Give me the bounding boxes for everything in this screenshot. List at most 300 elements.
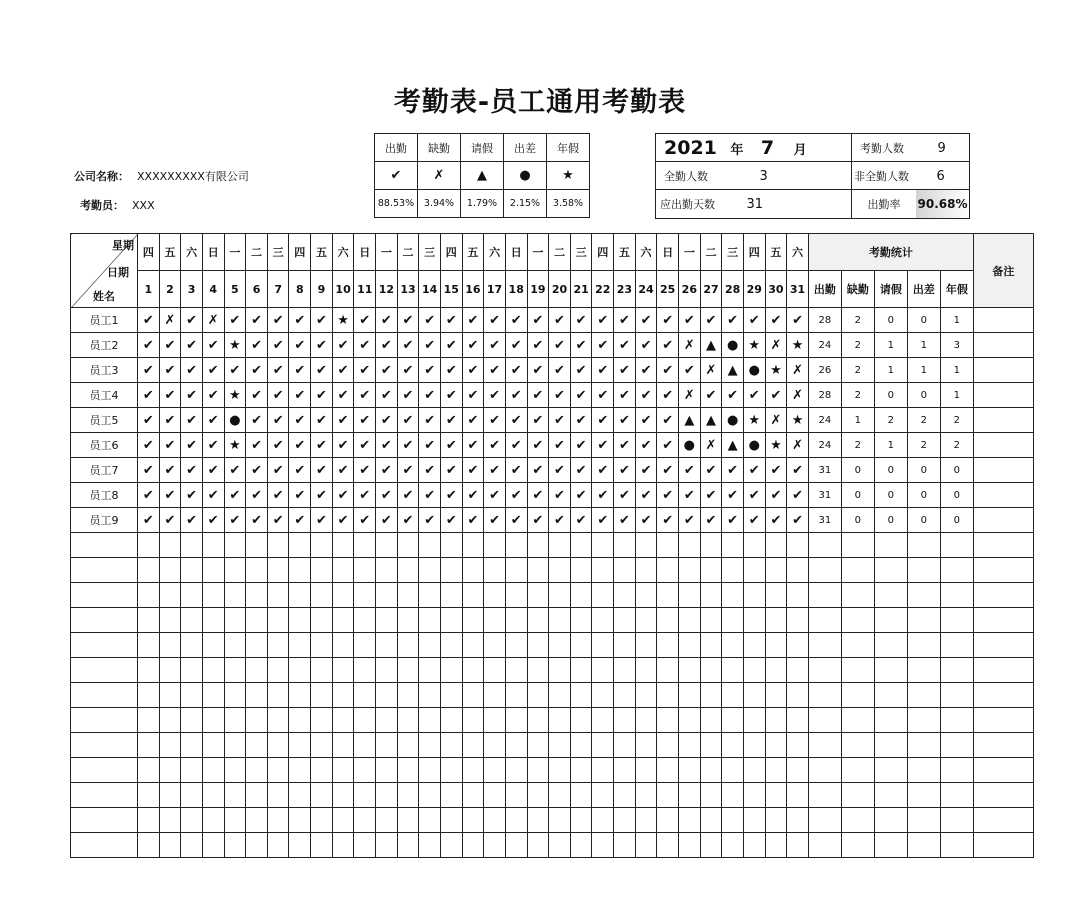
empty-cell[interactable] xyxy=(973,558,1033,583)
empty-cell[interactable] xyxy=(289,633,311,658)
empty-cell[interactable] xyxy=(397,808,419,833)
empty-cell[interactable] xyxy=(635,658,657,683)
cross-icon[interactable]: ✗ xyxy=(700,358,722,383)
empty-cell[interactable] xyxy=(808,708,841,733)
star-icon[interactable]: ★ xyxy=(787,408,809,433)
empty-cell[interactable] xyxy=(159,833,181,858)
empty-cell[interactable] xyxy=(973,633,1033,658)
check-icon[interactable]: ✔ xyxy=(311,433,333,458)
empty-cell[interactable] xyxy=(505,733,527,758)
empty-cell[interactable] xyxy=(722,783,744,808)
empty-cell[interactable] xyxy=(592,533,614,558)
star-icon[interactable]: ★ xyxy=(765,358,787,383)
empty-cell[interactable] xyxy=(614,558,636,583)
empty-cell[interactable] xyxy=(700,783,722,808)
empty-cell[interactable] xyxy=(246,633,268,658)
empty-cell[interactable] xyxy=(722,633,744,658)
empty-cell[interactable] xyxy=(743,783,765,808)
empty-cell[interactable] xyxy=(267,658,289,683)
check-icon[interactable]: ✔ xyxy=(462,383,484,408)
check-icon[interactable]: ✔ xyxy=(614,308,636,333)
empty-cell[interactable] xyxy=(549,783,571,808)
triangle-icon[interactable]: ▲ xyxy=(722,358,744,383)
empty-cell[interactable] xyxy=(289,658,311,683)
empty-cell[interactable] xyxy=(397,583,419,608)
check-icon[interactable]: ✔ xyxy=(635,333,657,358)
empty-cell[interactable] xyxy=(159,583,181,608)
empty-cell[interactable] xyxy=(440,558,462,583)
empty-cell[interactable] xyxy=(614,783,636,808)
empty-cell[interactable] xyxy=(679,633,701,658)
check-icon[interactable]: ✔ xyxy=(397,458,419,483)
check-icon[interactable]: ✔ xyxy=(267,508,289,533)
empty-cell[interactable] xyxy=(940,833,973,858)
empty-cell[interactable] xyxy=(570,683,592,708)
check-icon[interactable]: ✔ xyxy=(202,408,224,433)
empty-cell[interactable] xyxy=(808,758,841,783)
empty-cell[interactable] xyxy=(505,658,527,683)
empty-cell[interactable] xyxy=(224,608,246,633)
empty-cell[interactable] xyxy=(71,808,138,833)
remark-cell[interactable] xyxy=(973,333,1033,358)
empty-cell[interactable] xyxy=(159,808,181,833)
empty-cell[interactable] xyxy=(376,608,398,633)
empty-cell[interactable] xyxy=(700,833,722,858)
empty-cell[interactable] xyxy=(592,633,614,658)
empty-cell[interactable] xyxy=(570,633,592,658)
check-icon[interactable]: ✔ xyxy=(700,308,722,333)
check-icon[interactable]: ✔ xyxy=(202,483,224,508)
empty-cell[interactable] xyxy=(224,808,246,833)
empty-cell[interactable] xyxy=(462,533,484,558)
empty-cell[interactable] xyxy=(657,633,679,658)
check-icon[interactable]: ✔ xyxy=(397,308,419,333)
empty-cell[interactable] xyxy=(462,583,484,608)
empty-cell[interactable] xyxy=(592,758,614,783)
empty-cell[interactable] xyxy=(354,583,376,608)
empty-cell[interactable] xyxy=(246,783,268,808)
check-icon[interactable]: ✔ xyxy=(311,383,333,408)
check-icon[interactable]: ✔ xyxy=(267,358,289,383)
empty-cell[interactable] xyxy=(71,583,138,608)
check-icon[interactable]: ✔ xyxy=(354,408,376,433)
star-icon[interactable]: ★ xyxy=(224,383,246,408)
check-icon[interactable]: ✔ xyxy=(505,483,527,508)
empty-cell[interactable] xyxy=(657,683,679,708)
check-icon[interactable]: ✔ xyxy=(138,308,160,333)
empty-cell[interactable] xyxy=(376,833,398,858)
empty-cell[interactable] xyxy=(657,558,679,583)
empty-cell[interactable] xyxy=(973,658,1033,683)
check-icon[interactable]: ✔ xyxy=(376,333,398,358)
empty-cell[interactable] xyxy=(159,533,181,558)
empty-cell[interactable] xyxy=(722,608,744,633)
empty-cell[interactable] xyxy=(743,558,765,583)
check-icon[interactable]: ✔ xyxy=(138,433,160,458)
check-icon[interactable]: ✔ xyxy=(267,408,289,433)
empty-cell[interactable] xyxy=(159,633,181,658)
check-icon[interactable]: ✔ xyxy=(657,333,679,358)
star-icon[interactable]: ★ xyxy=(765,433,787,458)
empty-cell[interactable] xyxy=(635,758,657,783)
check-icon[interactable]: ✔ xyxy=(289,433,311,458)
empty-cell[interactable] xyxy=(505,583,527,608)
empty-cell[interactable] xyxy=(246,708,268,733)
empty-cell[interactable] xyxy=(679,558,701,583)
empty-cell[interactable] xyxy=(440,708,462,733)
empty-cell[interactable] xyxy=(462,708,484,733)
empty-cell[interactable] xyxy=(202,758,224,783)
empty-cell[interactable] xyxy=(527,783,549,808)
cross-icon[interactable]: ✗ xyxy=(765,408,787,433)
empty-cell[interactable] xyxy=(440,683,462,708)
check-icon[interactable]: ✔ xyxy=(527,508,549,533)
empty-cell[interactable] xyxy=(159,558,181,583)
empty-cell[interactable] xyxy=(679,783,701,808)
check-icon[interactable]: ✔ xyxy=(181,383,203,408)
company-value[interactable]: XXXXXXXXX有限公司 xyxy=(137,170,249,183)
empty-cell[interactable] xyxy=(765,733,787,758)
empty-cell[interactable] xyxy=(484,808,506,833)
empty-cell[interactable] xyxy=(722,658,744,683)
empty-cell[interactable] xyxy=(743,708,765,733)
check-icon[interactable]: ✔ xyxy=(181,308,203,333)
check-icon[interactable]: ✔ xyxy=(224,458,246,483)
check-icon[interactable]: ✔ xyxy=(570,358,592,383)
empty-cell[interactable] xyxy=(354,808,376,833)
check-icon[interactable]: ✔ xyxy=(743,458,765,483)
check-icon[interactable]: ✔ xyxy=(397,358,419,383)
check-icon[interactable]: ✔ xyxy=(570,433,592,458)
empty-cell[interactable] xyxy=(311,658,333,683)
empty-cell[interactable] xyxy=(332,808,354,833)
empty-cell[interactable] xyxy=(484,733,506,758)
empty-cell[interactable] xyxy=(679,833,701,858)
check-icon[interactable]: ✔ xyxy=(505,358,527,383)
empty-cell[interactable] xyxy=(440,533,462,558)
check-icon[interactable]: ✔ xyxy=(765,483,787,508)
check-icon[interactable]: ✔ xyxy=(354,508,376,533)
empty-cell[interactable] xyxy=(657,708,679,733)
empty-cell[interactable] xyxy=(289,533,311,558)
empty-cell[interactable] xyxy=(527,608,549,633)
empty-cell[interactable] xyxy=(940,708,973,733)
empty-cell[interactable] xyxy=(527,683,549,708)
remark-cell[interactable] xyxy=(973,308,1033,333)
employee-name[interactable]: 员工5 xyxy=(71,408,138,433)
empty-cell[interactable] xyxy=(354,708,376,733)
empty-cell[interactable] xyxy=(376,658,398,683)
triangle-icon[interactable]: ▲ xyxy=(700,333,722,358)
empty-cell[interactable] xyxy=(973,808,1033,833)
empty-cell[interactable] xyxy=(787,608,809,633)
empty-cell[interactable] xyxy=(973,833,1033,858)
empty-cell[interactable] xyxy=(311,708,333,733)
employee-name[interactable]: 员工8 xyxy=(71,483,138,508)
empty-cell[interactable] xyxy=(419,833,441,858)
check-icon[interactable]: ✔ xyxy=(462,408,484,433)
empty-cell[interactable] xyxy=(841,683,874,708)
empty-cell[interactable] xyxy=(462,733,484,758)
empty-cell[interactable] xyxy=(722,733,744,758)
cross-icon[interactable]: ✗ xyxy=(700,433,722,458)
empty-cell[interactable] xyxy=(267,783,289,808)
empty-cell[interactable] xyxy=(419,808,441,833)
empty-cell[interactable] xyxy=(246,833,268,858)
check-icon[interactable]: ✔ xyxy=(289,508,311,533)
check-icon[interactable]: ✔ xyxy=(311,508,333,533)
remark-cell[interactable] xyxy=(973,483,1033,508)
empty-cell[interactable] xyxy=(765,533,787,558)
empty-cell[interactable] xyxy=(246,683,268,708)
check-icon[interactable]: ✔ xyxy=(743,308,765,333)
check-icon[interactable]: ✔ xyxy=(354,483,376,508)
empty-cell[interactable] xyxy=(765,558,787,583)
empty-cell[interactable] xyxy=(354,833,376,858)
empty-cell[interactable] xyxy=(159,608,181,633)
empty-cell[interactable] xyxy=(267,683,289,708)
cross-icon[interactable]: ✗ xyxy=(679,383,701,408)
empty-cell[interactable] xyxy=(267,708,289,733)
empty-cell[interactable] xyxy=(841,633,874,658)
check-icon[interactable]: ✔ xyxy=(462,458,484,483)
check-icon[interactable]: ✔ xyxy=(181,508,203,533)
check-icon[interactable]: ✔ xyxy=(657,358,679,383)
empty-cell[interactable] xyxy=(570,758,592,783)
check-icon[interactable]: ✔ xyxy=(332,333,354,358)
check-icon[interactable]: ✔ xyxy=(614,333,636,358)
empty-cell[interactable] xyxy=(311,633,333,658)
empty-cell[interactable] xyxy=(700,808,722,833)
empty-cell[interactable] xyxy=(700,558,722,583)
empty-cell[interactable] xyxy=(874,633,907,658)
check-icon[interactable]: ✔ xyxy=(614,508,636,533)
empty-cell[interactable] xyxy=(743,583,765,608)
empty-cell[interactable] xyxy=(397,733,419,758)
empty-cell[interactable] xyxy=(765,708,787,733)
empty-cell[interactable] xyxy=(440,608,462,633)
check-icon[interactable]: ✔ xyxy=(679,483,701,508)
empty-cell[interactable] xyxy=(246,558,268,583)
empty-cell[interactable] xyxy=(841,783,874,808)
empty-cell[interactable] xyxy=(138,708,160,733)
check-icon[interactable]: ✔ xyxy=(246,458,268,483)
empty-cell[interactable] xyxy=(614,583,636,608)
check-icon[interactable]: ✔ xyxy=(635,433,657,458)
check-icon[interactable]: ✔ xyxy=(484,433,506,458)
check-icon[interactable]: ✔ xyxy=(202,508,224,533)
check-icon[interactable]: ✔ xyxy=(354,308,376,333)
empty-cell[interactable] xyxy=(940,758,973,783)
check-icon[interactable]: ✔ xyxy=(505,333,527,358)
empty-cell[interactable] xyxy=(419,608,441,633)
empty-cell[interactable] xyxy=(181,808,203,833)
check-icon[interactable]: ✔ xyxy=(289,333,311,358)
check-icon[interactable]: ✔ xyxy=(592,308,614,333)
cross-icon[interactable]: ✗ xyxy=(787,383,809,408)
empty-cell[interactable] xyxy=(700,683,722,708)
empty-cell[interactable] xyxy=(743,833,765,858)
check-icon[interactable]: ✔ xyxy=(311,333,333,358)
empty-cell[interactable] xyxy=(787,558,809,583)
cross-icon[interactable]: ✗ xyxy=(159,308,181,333)
check-icon[interactable]: ✔ xyxy=(289,383,311,408)
empty-cell[interactable] xyxy=(787,708,809,733)
empty-cell[interactable] xyxy=(71,683,138,708)
check-icon[interactable]: ✔ xyxy=(138,383,160,408)
empty-cell[interactable] xyxy=(570,533,592,558)
check-icon[interactable]: ✔ xyxy=(657,458,679,483)
remark-cell[interactable] xyxy=(973,458,1033,483)
empty-cell[interactable] xyxy=(549,633,571,658)
empty-cell[interactable] xyxy=(808,583,841,608)
empty-cell[interactable] xyxy=(549,683,571,708)
empty-cell[interactable] xyxy=(181,733,203,758)
empty-cell[interactable] xyxy=(635,733,657,758)
empty-cell[interactable] xyxy=(159,783,181,808)
empty-cell[interactable] xyxy=(549,708,571,733)
check-icon[interactable]: ✔ xyxy=(484,333,506,358)
empty-cell[interactable] xyxy=(973,783,1033,808)
empty-cell[interactable] xyxy=(973,608,1033,633)
check-icon[interactable]: ✔ xyxy=(527,458,549,483)
check-icon[interactable]: ✔ xyxy=(635,458,657,483)
empty-cell[interactable] xyxy=(181,683,203,708)
check-icon[interactable]: ✔ xyxy=(505,408,527,433)
empty-cell[interactable] xyxy=(267,808,289,833)
empty-cell[interactable] xyxy=(289,583,311,608)
empty-cell[interactable] xyxy=(202,633,224,658)
empty-cell[interactable] xyxy=(397,683,419,708)
empty-cell[interactable] xyxy=(549,533,571,558)
empty-cell[interactable] xyxy=(570,808,592,833)
triangle-icon[interactable]: ▲ xyxy=(722,433,744,458)
empty-cell[interactable] xyxy=(376,533,398,558)
empty-cell[interactable] xyxy=(224,683,246,708)
empty-cell[interactable] xyxy=(657,783,679,808)
empty-cell[interactable] xyxy=(940,558,973,583)
check-icon[interactable]: ✔ xyxy=(159,333,181,358)
check-icon[interactable]: ✔ xyxy=(138,458,160,483)
empty-cell[interactable] xyxy=(484,658,506,683)
empty-cell[interactable] xyxy=(874,783,907,808)
employee-name[interactable]: 员工7 xyxy=(71,458,138,483)
empty-cell[interactable] xyxy=(592,708,614,733)
empty-cell[interactable] xyxy=(138,683,160,708)
empty-cell[interactable] xyxy=(787,633,809,658)
empty-cell[interactable] xyxy=(527,658,549,683)
check-icon[interactable]: ✔ xyxy=(765,508,787,533)
empty-cell[interactable] xyxy=(679,533,701,558)
empty-cell[interactable] xyxy=(462,833,484,858)
star-icon[interactable]: ★ xyxy=(787,333,809,358)
check-icon[interactable]: ✔ xyxy=(311,483,333,508)
check-icon[interactable]: ✔ xyxy=(635,408,657,433)
empty-cell[interactable] xyxy=(505,608,527,633)
empty-cell[interactable] xyxy=(874,758,907,783)
empty-cell[interactable] xyxy=(940,583,973,608)
check-icon[interactable]: ✔ xyxy=(289,408,311,433)
empty-cell[interactable] xyxy=(419,783,441,808)
check-icon[interactable]: ✔ xyxy=(159,508,181,533)
empty-cell[interactable] xyxy=(354,658,376,683)
empty-cell[interactable] xyxy=(484,833,506,858)
empty-cell[interactable] xyxy=(527,633,549,658)
empty-cell[interactable] xyxy=(397,783,419,808)
check-icon[interactable]: ✔ xyxy=(246,358,268,383)
empty-cell[interactable] xyxy=(202,783,224,808)
empty-cell[interactable] xyxy=(311,733,333,758)
check-icon[interactable]: ✔ xyxy=(419,358,441,383)
check-icon[interactable]: ✔ xyxy=(462,483,484,508)
empty-cell[interactable] xyxy=(397,533,419,558)
check-icon[interactable]: ✔ xyxy=(657,483,679,508)
check-icon[interactable]: ✔ xyxy=(159,458,181,483)
empty-cell[interactable] xyxy=(397,558,419,583)
remark-cell[interactable] xyxy=(973,433,1033,458)
empty-cell[interactable] xyxy=(808,783,841,808)
empty-cell[interactable] xyxy=(202,708,224,733)
empty-cell[interactable] xyxy=(907,833,940,858)
check-icon[interactable]: ✔ xyxy=(787,483,809,508)
empty-cell[interactable] xyxy=(841,583,874,608)
check-icon[interactable]: ✔ xyxy=(527,358,549,383)
check-icon[interactable]: ✔ xyxy=(505,383,527,408)
empty-cell[interactable] xyxy=(549,758,571,783)
empty-cell[interactable] xyxy=(462,608,484,633)
check-icon[interactable]: ✔ xyxy=(722,458,744,483)
check-icon[interactable]: ✔ xyxy=(138,408,160,433)
check-icon[interactable]: ✔ xyxy=(419,308,441,333)
empty-cell[interactable] xyxy=(841,558,874,583)
empty-cell[interactable] xyxy=(657,733,679,758)
empty-cell[interactable] xyxy=(505,758,527,783)
empty-cell[interactable] xyxy=(224,733,246,758)
empty-cell[interactable] xyxy=(267,558,289,583)
check-icon[interactable]: ✔ xyxy=(527,408,549,433)
check-icon[interactable]: ✔ xyxy=(397,433,419,458)
empty-cell[interactable] xyxy=(907,758,940,783)
empty-cell[interactable] xyxy=(787,583,809,608)
check-icon[interactable]: ✔ xyxy=(679,308,701,333)
empty-cell[interactable] xyxy=(765,658,787,683)
empty-cell[interactable] xyxy=(874,533,907,558)
empty-cell[interactable] xyxy=(159,658,181,683)
empty-cell[interactable] xyxy=(907,558,940,583)
empty-cell[interactable] xyxy=(907,658,940,683)
check-icon[interactable]: ✔ xyxy=(202,433,224,458)
check-icon[interactable]: ✔ xyxy=(484,308,506,333)
empty-cell[interactable] xyxy=(376,558,398,583)
empty-cell[interactable] xyxy=(202,733,224,758)
check-icon[interactable]: ✔ xyxy=(549,308,571,333)
empty-cell[interactable] xyxy=(71,558,138,583)
employee-name[interactable]: 员工4 xyxy=(71,383,138,408)
empty-cell[interactable] xyxy=(484,758,506,783)
empty-cell[interactable] xyxy=(614,608,636,633)
check-icon[interactable]: ✔ xyxy=(332,433,354,458)
empty-cell[interactable] xyxy=(419,758,441,783)
empty-cell[interactable] xyxy=(570,658,592,683)
empty-cell[interactable] xyxy=(224,783,246,808)
empty-cell[interactable] xyxy=(332,583,354,608)
empty-cell[interactable] xyxy=(138,558,160,583)
check-icon[interactable]: ✔ xyxy=(592,508,614,533)
empty-cell[interactable] xyxy=(592,808,614,833)
check-icon[interactable]: ✔ xyxy=(224,308,246,333)
check-icon[interactable]: ✔ xyxy=(267,483,289,508)
empty-cell[interactable] xyxy=(289,783,311,808)
